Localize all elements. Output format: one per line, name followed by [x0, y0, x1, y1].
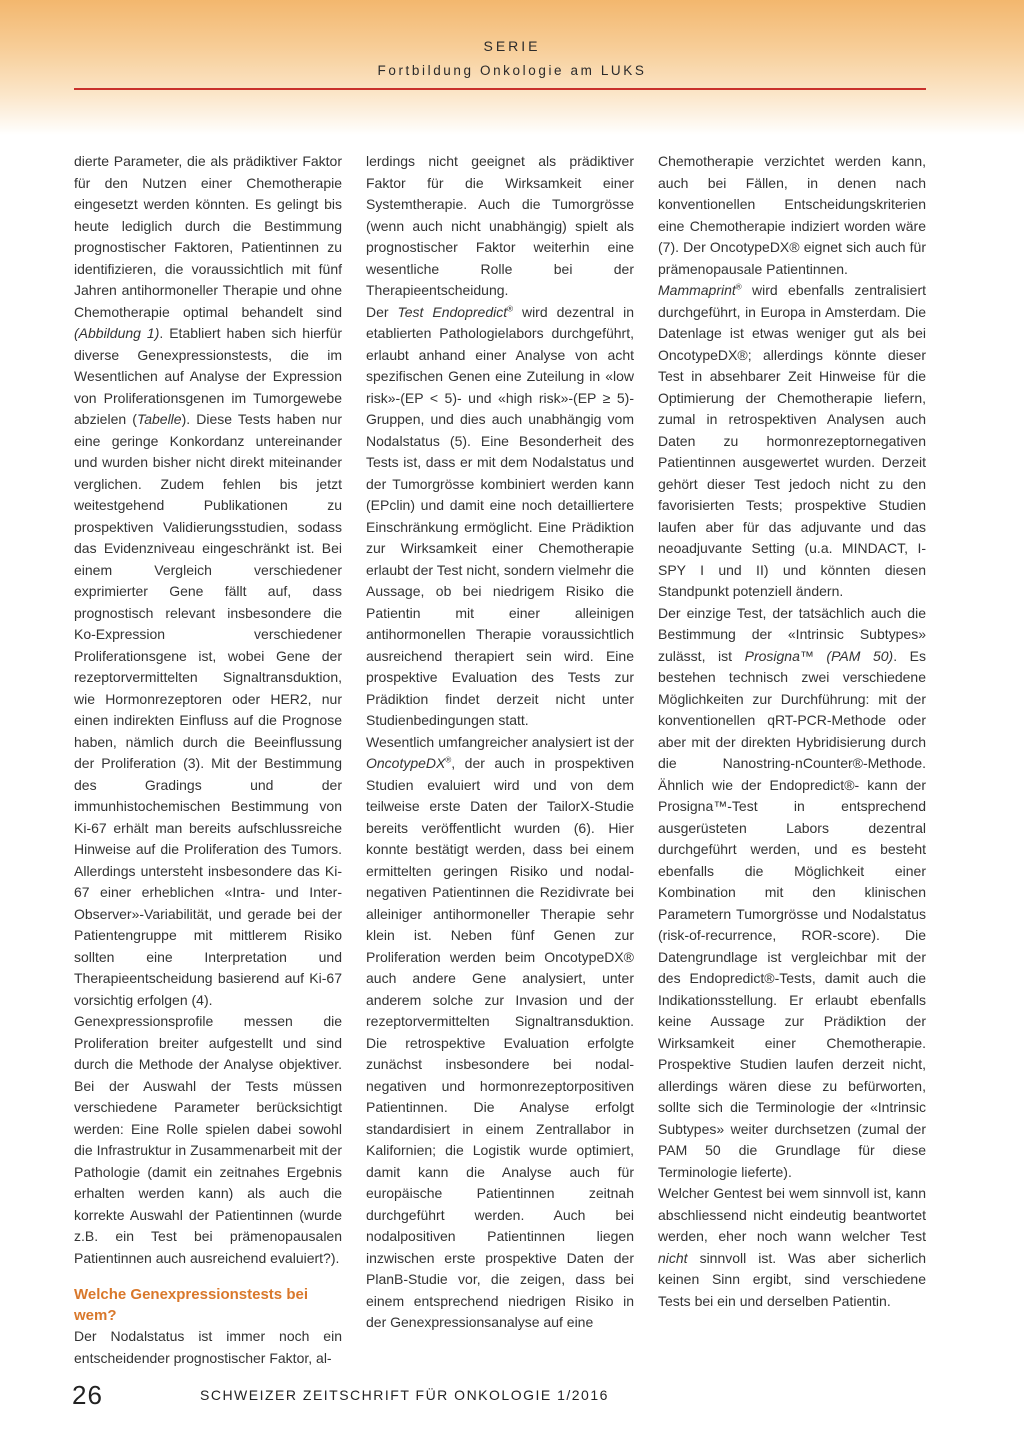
registered-mark: ®	[445, 755, 452, 765]
text-run: . Etabliert haben sich hierfür diverse Genexpressionstests, die im Wesentlichen auf Analyse der Expression von Proliferationsgenen im Tumorgewebe abzielen (	[74, 325, 342, 427]
page-number: 26	[72, 1380, 103, 1410]
paragraph	[658, 1183, 926, 1312]
header-rule	[74, 88, 926, 90]
registered-mark: ®	[507, 303, 514, 313]
text-column-2	[366, 151, 634, 1334]
paragraph: Genexpressionsprofile messen die Proliferation breiter aufgestellt und sind durch die Methode der Analyse objektiver. Bei der Auswahl der Tests müssen verschiedene Parameter berücksichtigt werden: Eine Rolle spielen dabei sowohl die Infrastruktur in Zusammenarbeit mit der Pathologie (damit ein zeitnahes Ergebnis erhalten werden kann) als auch die korrekte Auswahl der Patientinnen (wurde z.B. ein Test bei prämenopausalen Patientinnen auch ausreichend evaluiert?).	[74, 1013, 342, 1266]
text-column-3	[658, 151, 926, 1312]
text-run: wird ebenfalls zentralisiert durchgeführt, in Europa in Amsterdam. Die Datenlage ist etwas weniger gut als bei OncotypeDX®; allerdings könnte dieser Test in absehbarer Zeit Hinweise für die Optimierung der Chemotherapie liefern, zumal in retrospektiven Analysen auch Daten zu hormonrezeptornegativen Patientinnen ausgewertet wurden. Derzeit gehört dieser Test jedoch nicht zu den favorisierten Tests; prospektive Studien laufen aber für das adjuvante und das neoadjuvante Setting (u.a. MINDACT, I-SPY I und II) und könnten diesen Standpunkt potenziell ändern.	[658, 282, 926, 599]
emphasis: nicht	[658, 1249, 688, 1266]
paragraph: Der Nodalstatus ist immer noch ein entscheidender prognostischer Faktor, al-	[74, 1328, 342, 1366]
table-reference: Tabelle	[136, 411, 182, 427]
text-run: Der	[366, 303, 398, 320]
text-run: Welcher Gentest bei wem sinnvoll ist, kann abschliessend nicht eindeutig beantwortet werden, eher noch wann welcher Test	[658, 1185, 926, 1244]
text-run: sinnvoll ist. Was aber sicherlich keinen Sinn ergibt, sind verschiedene Tests bei ein und derselben Patientin.	[658, 1249, 926, 1309]
text-run: wird dezentral in etablierten Pathologielabors durchgeführt, erlaubt anhand einer Analyse von acht spezifischen Genen eine Zuteilung in «low risk»-(EP < 5)- und «high risk»-(EP ≥ 5)-Gruppen, und dies auch unabhängig vom Nodalstatus (5). Eine Besonderheit des Tests ist, dass er mit dem Nodalstatus und der Tumorgrösse kombiniert werden kann (EPclin) und damit eine noch detailliertere Einschränkung ermöglicht. Eine Prädiktion zur Wirksamkeit einer Chemotherapie erlaubt der Test nicht, sondern vielmehr die Aussage, ob bei niedrigem Risiko die Patientin mit einer alleinigen antihormonellen Therapie voraussichtlich ausreichend therapiert sein wird. Eine prospektive Evaluation des Tests zur Prädiktion findet derzeit nicht unter Studienbedingungen statt.	[366, 303, 634, 728]
paragraph	[658, 603, 926, 1184]
journal-title: SCHWEIZER ZEITSCHRIFT FÜR ONKOLOGIE 1/2016	[200, 1387, 609, 1403]
text-run: Wesentlich umfangreicher analysiert ist der	[366, 733, 634, 750]
paragraph	[366, 732, 634, 1334]
test-name: Mammaprint	[658, 282, 736, 298]
paragraph	[74, 151, 342, 1011]
section-heading: Welche Genexpressionstests bei wem?	[74, 1286, 308, 1324]
registered-mark: ®	[735, 282, 742, 292]
paragraph: lerdings nicht geeignet als prädiktiver Faktor für die Wirksamkeit einer Systemtherapie. Auch die Tumorgrösse (wenn auch nicht unabhängig) spielt als prognostischer Faktor weiterhin eine wesentliche Rolle bei der Therapieentscheidung.	[366, 153, 634, 298]
text-column-1	[74, 151, 342, 1369]
text-run: . Es bestehen technisch zwei verschiedene Möglichkeiten zur Durchführung: mit der konventionellen qRT-PCR-Methode oder aber mit der direkten Hybridisierung durch die Nanostring-nCounter®-Methode. Ähnlich wie der Endopredict®- kann der Prosigna™-Test in entsprechend ausgerüsteten Labors dezentral durchgeführt werden, und es besteht ebenfalls die Möglichkeit einer Kombination mit den klinischen Parametern Tumorgrösse und Nodalstatus (risk-of-recurrence, ROR-score). Die Datengrundlage ist vergleichbar mit der des Endopredict®-Tests, damit auch die Indikationsstellung. Er erlaubt ebenfalls keine Aussage zur Prädiktion der Wirksamkeit einer Chemotherapie. Prospektive Studien laufen derzeit nicht, allerdings wären diese zu befürworten, sollte sich die Terminologie der «Intrinsic Subtypes» weiter durchsetzen (zumal der PAM 50 die Grundlage für diese Terminologie lieferte).	[658, 647, 926, 1180]
text-run: dierte Parameter, die als prädiktiver Faktor für den Nutzen einer Chemotherapie eingesetzt werden könnten. Es gelingt bis heute lediglich durch die Bestimmung prognostischer Faktoren, Patientinnen zu identifizieren, die voraussichtlich mit fünf Jahren antihormoneller Therapie und ohne Chemotherapie optimal behandelt sind	[74, 153, 342, 320]
series-label: SERIE	[483, 38, 541, 54]
test-name: Test Endopredict	[397, 303, 508, 320]
test-name: Prosigna™ (PAM 50)	[744, 647, 894, 664]
text-run: , der auch in prospektiven Studien evaluiert wird und von dem teilweise erste Daten der TailorX-Studie bereits veröffentlicht wurden (6). Hier konnte bestätigt werden, dass bei einem ermittelten geringen Risiko und nodal-negativen Patientinnen die Rezidivrate bei alleiniger antihormoneller Therapie sehr klein ist. Neben fünf Genen zur Proliferation werden beim OncotypeDX® auch andere Gene analysiert, unter anderem solche zur Invasion und der rezeptorvermittelten Signaltransduktion. Die retrospektive Evaluation erfolgte zunächst insbesondere bei nodal-negativen und hormonrezeptorpositiven Patientinnen. Die Analyse erfolgt standardisiert in einem Zentrallabor in Kalifornien; die Logistik wurde optimiert, damit kann die Analyse auch für europäische Patientinnen zeitnah durchgeführt werden. Auch bei nodalpositiven Patientinnen liegen inzwischen erste prospektive Daten der PlanB-Studie vor, die zeigen, dass bei einem entsprechend niedrigen Risiko in der Genexpressionsanalyse auf eine	[366, 755, 634, 1330]
text-run: Der einzige Test, der tatsächlich auch die Bestimmung der «Intrinsic Subtypes» zulässt, ist	[658, 604, 926, 664]
series-subtitle: Fortbildung Onkologie am LUKS	[377, 63, 647, 78]
paragraph: Chemotherapie verzichtet werden kann, auch bei Fällen, in denen nach konventionellen Entscheidungskriterien eine Chemotherapie indiziert worden wäre (7). Der OncotypeDX® eignet sich auch für prämenopausale Patientinnen.	[658, 153, 926, 277]
paragraph	[366, 302, 634, 732]
text-run: ). Diese Tests haben nur eine geringe Konkordanz untereinander und wurden bisher nicht direkt miteinander verglichen. Zudem fehlen bis jetzt weitestgehend Publikationen zu prospektiven Validierungsstudien, sodass das Evidenzniveau eingeschränkt ist. Bei einem Vergleich verschiedener exprimierter Gene fällt auf, dass prognostisch relevant insbesondere die Ko-Expression verschiedener Proliferationsgene ist, wobei Gene der rezeptorvermittelten Signaltransduktion, wie Hormonrezeptoren oder HER2, nur einen indirekten Einfluss auf die Prognose haben, nämlich durch die Beeinflussung der Proliferation (3). Mit der Bestimmung des Gradings und der immunhistochemischen Bestimmung von Ki-67 erhält man bereits aufschlussreiche Hinweise auf die Proliferation des Tumors. Allerdings untersteht insbesondere das Ki-67 einer erheblichen «Intra- und Inter-Observer»-Variabilität, und gerade bei der Patientengruppe mit mittlerem Risiko sollten eine Interpretation und Therapieentscheidung basierend auf Ki-67 vorsichtig erfolgen (4).	[74, 411, 342, 1008]
figure-reference: (Abbildung 1)	[74, 325, 160, 341]
paragraph	[658, 280, 926, 603]
test-name: OncotypeDX	[366, 755, 446, 771]
